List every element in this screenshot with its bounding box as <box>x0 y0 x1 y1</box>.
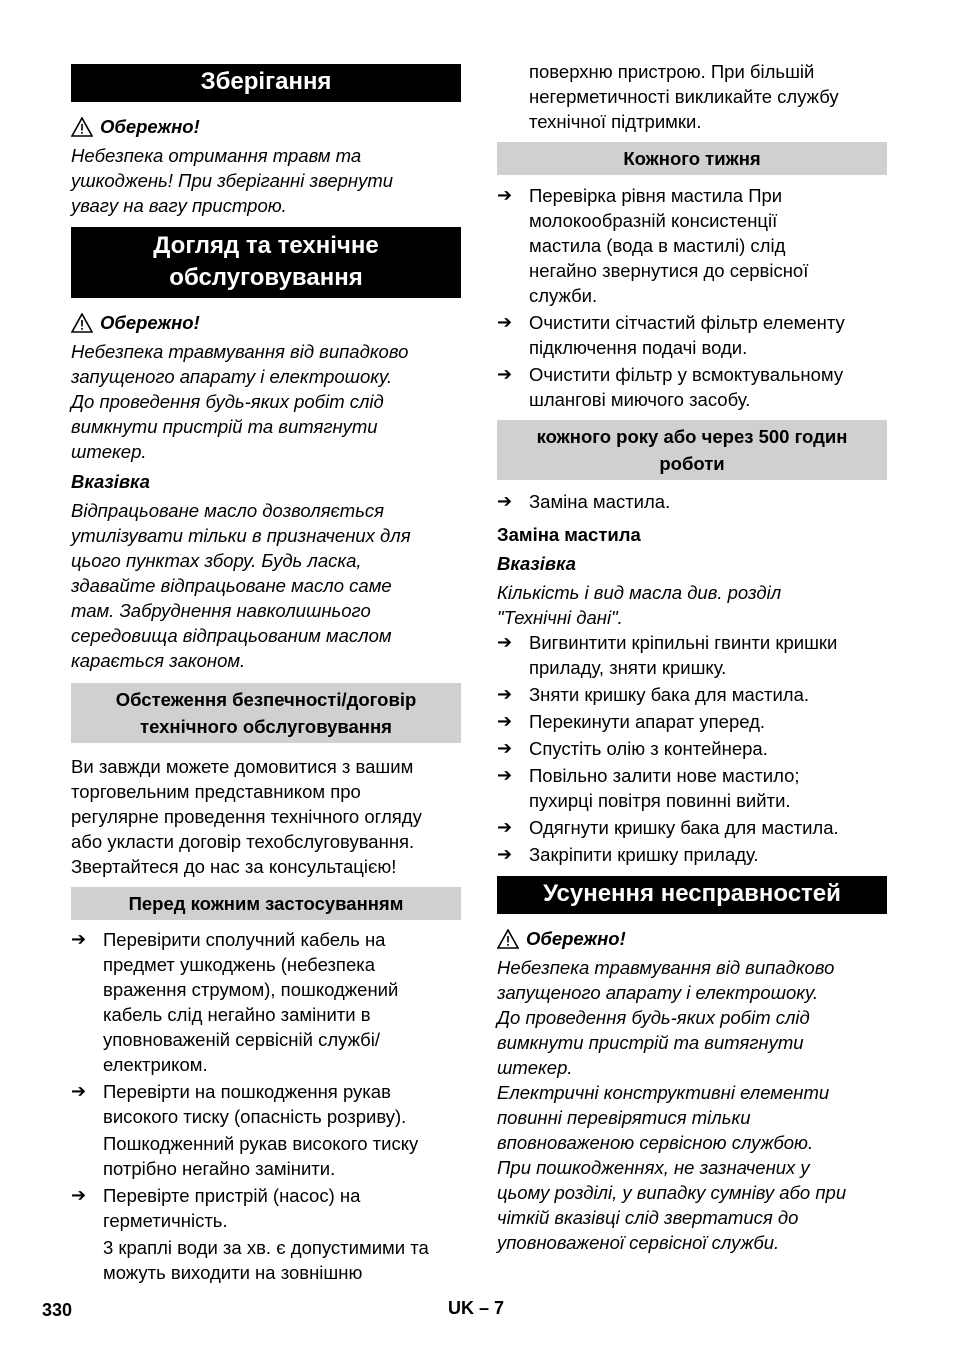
list-item: ➔ Очистити сітчастий фільтр елементу підключення подачі води. <box>497 312 845 358</box>
list-item: ➔ Перекинути апарат уперед. <box>497 711 766 732</box>
oil-note-text: Кількість і вид масла див. розділ "Технічні дані". <box>497 582 782 628</box>
list-item: ➔ Повільно залити нове мастило; пухирці повітря повинні вийти. <box>497 765 800 811</box>
section-title-before-use: Перед кожним застосуванням <box>71 887 461 920</box>
care-text: Небезпека травмування від випадково запущеного апарату і електрошоку. До проведення будь-яких робіт слід вимкнути пристрій та витягнути штекер. <box>71 341 409 462</box>
list-item: ➔ Перевірти на пошкодження рукав високого тиску (опасність розриву). <box>71 1081 407 1127</box>
caution-label: Обережно! <box>526 928 626 949</box>
section-title-inspection: Обстеження безпечності/договір технічного обслуговування <box>71 683 461 743</box>
arrow-right-icon: ➔ <box>497 817 513 837</box>
section-page-label: UK – 7 <box>448 1298 505 1318</box>
note-text: Відпрацьоване масло дозволяється утилізувати тільки в призначених для цього пунктах збору. Будь ласка, здавайте відпрацьоване масло саме там. Забруднення навколишнього середовища відпрацьованим маслом карається законом. <box>71 500 411 671</box>
arrow-right-icon: ➔ <box>497 711 513 731</box>
arrow-right-icon: ➔ <box>497 312 513 332</box>
section-title-weekly: Кожного тижня <box>497 142 887 175</box>
list-item: ➔ Закріпити кришку приладу. <box>497 844 759 865</box>
continued-text: поверхню пристрою. При більшій негерметичності викликайте службу технічної підтримки. <box>529 61 839 132</box>
warning-triangle-icon <box>71 313 93 333</box>
arrow-right-icon: ➔ <box>497 738 513 758</box>
list-item: ➔ Перевірка рівня мастила При молокообразній консистенції мастила (вода в мастилі) слід негайно звернутися до сервісної служби. <box>497 185 809 306</box>
storage-text: Небезпека отримання травм та ушкоджень! При зберіганні звернути увагу на вагу пристрою. <box>71 145 394 216</box>
arrow-right-icon: ➔ <box>497 491 513 511</box>
arrow-right-icon: ➔ <box>71 1081 87 1101</box>
section-title-storage: Зберігання <box>71 64 461 102</box>
note-label: Вказівка <box>497 553 576 574</box>
subsection-title-oil-change: Заміна мастила <box>497 524 641 545</box>
troubleshooting-text: Небезпека травмування від випадково запущеного апарату і електрошоку. До проведення будь-яких робіт слід вимкнути пристрій та витягнути штекер. Електричні конструктивні елементи повинні перевірятися тільки вповноваженою сервісною службою. При пошкодженнях, не зазначених у цьому розділі, у випадку сумніву або при чіткій вказівці слід звертатися до уповноваженої сервісної служби. <box>497 957 847 1253</box>
inspection-text: Ви завжди можете домовитися з вашим торговельним представником про регулярне проведення технічного огляду або укласти договір техобслуговування. Звертайтеся до нас за консультацією! <box>71 756 422 877</box>
list-item: ➔ Перевірити сполучний кабель на предмет ушкоджень (небезпека враження струмом), пошкоджений кабель слід негайно замінити в уповноваженій сервісній службі/ електриком. <box>71 929 399 1075</box>
list-item: ➔ Заміна мастила. <box>497 491 671 512</box>
left-column <box>71 0 461 1285</box>
arrow-right-icon: ➔ <box>497 765 513 785</box>
list-item: ➔ Зняти кришку бака для мастила. <box>497 684 810 705</box>
caution-label: Обережно! <box>100 312 200 333</box>
list-item: ➔ Перевірте пристрій (насос) на герметичність. <box>71 1185 361 1231</box>
list-item: ➔ Спустіть олію з контейнера. <box>497 738 768 759</box>
warning-triangle-icon <box>497 929 519 949</box>
caution-storage <box>71 114 461 139</box>
arrow-right-icon: ➔ <box>497 185 513 205</box>
caution-care <box>71 310 461 335</box>
caution-label: Обережно! <box>100 116 200 137</box>
section-title-troubleshooting: Усунення несправностей <box>497 876 887 914</box>
arrow-right-icon: ➔ <box>497 844 513 864</box>
note-label: Вказівка <box>71 471 150 492</box>
list-item-subtext: Пошкодженний рукав високого тиску потрібно негайно замінити. <box>103 1133 419 1179</box>
list-item: ➔ Очистити фільтр у всмоктувальному шлангові миючого засобу. <box>497 364 844 410</box>
arrow-right-icon: ➔ <box>497 632 513 652</box>
list-item: ➔ Одягнути кришку бака для мастила. <box>497 817 839 838</box>
list-item: ➔ Вигвинтити кріпильні гвинти кришки приладу, зняти кришку. <box>497 632 838 678</box>
page-number: 330 <box>42 1300 73 1320</box>
arrow-right-icon: ➔ <box>497 364 513 384</box>
caution-troubleshooting <box>497 926 887 951</box>
list-item-subtext: 3 краплі води за хв. є допустимими та можуть виходити на зовнішню <box>103 1237 429 1283</box>
section-title-yearly: кожного року або через 500 годин роботи <box>497 420 887 480</box>
arrow-right-icon: ➔ <box>497 684 513 704</box>
right-column <box>497 0 887 1255</box>
section-title-care: Догляд та технічне обслуговування <box>71 227 461 298</box>
arrow-right-icon: ➔ <box>71 929 87 949</box>
arrow-right-icon: ➔ <box>71 1185 87 1205</box>
warning-triangle-icon <box>71 117 93 137</box>
